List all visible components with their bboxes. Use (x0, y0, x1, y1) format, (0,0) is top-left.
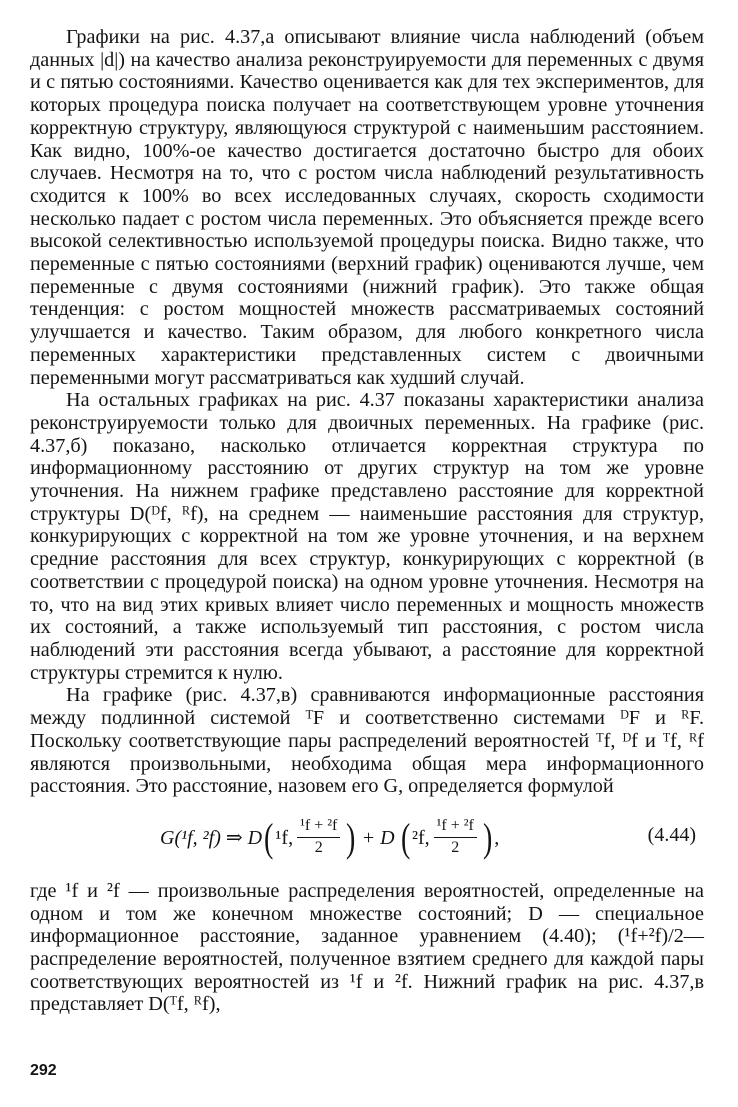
paragraph-after-formula: где ¹f и ²f — произвольные распределения вероятностей, определенные на одном и том же конечном множестве состояний; D — специальное информационное расстояние, заданное уравнением (4.40); (¹f+²f)/2—распределение вероятностей, полученное взятием среднего для каждой пары соответствующих вероятностей из ¹f и ²f. Нижний график на рис. 4.37,в представляет D(ᵀf, ᴿf), (30, 879, 704, 1016)
fraction-1-denominator: 2 (314, 839, 323, 857)
formula-body (160, 809, 499, 867)
formula-fraction-1 (297, 817, 340, 858)
formula-lhs: G(¹f, ²f) ⇒ D (160, 826, 263, 849)
paragraph-quality-analysis: Графики на рис. 4.37,а описывают влияние числа наблюдений (объем данных |d|) на качество анализа реконструируемости для переменных с двумя и с пятью состояниями. Качество оценивается как для тех экспериментов, для которых процедура поиска получает на соответствующем уровне уточнения корректную структуру, являющуюся структурой с наименьшим расстоянием. Как видно, 100%-ое качество достигается достаточно быстро для обоих случаев. Несмотря на то, что с ростом числа наблюдений результативность сходится к 100% во всех исследованных случаях, скорость сходимости несколько падает с ростом числа переменных. Это объясняется прежде всего высокой селективностью используемой процедуры поиска. Видно также, что переменные с пятью состояниями (верхний график) оцениваются лучше, чем переменные с двумя состояниями (нижний график). Это также общая тенденция: с ростом мощностей множеств рассматриваемых состояний улучшается и качество. Таким образом, для любого конкретного числа переменных характеристики представленных систем с двоичными переменными могут рассматриваться как худший случай. (30, 26, 704, 389)
left-paren-2: ( (400, 814, 410, 860)
fraction-2-denominator: 2 (451, 839, 460, 857)
formula-4-44 (30, 805, 704, 875)
formula-plus-d: + D (361, 826, 395, 849)
page-number: 292 (30, 1062, 57, 1079)
paragraph-distance-comparison: На графике (рис. 4.37,в) сравниваются информационные расстояния между подлинной системой ᵀF и соответственно системами ᴰF и ᴿF. Поскольку соответствующие пары распределений вероятностей ᵀf, ᴰf и ᵀf, ᴿf являются произвольными, необходима общая мера информационного расстояния. Это расстояние, назовем его G, определяется формулой (30, 684, 704, 798)
fraction-1-numerator: ¹f + ²f (297, 817, 340, 838)
equation-number: (4.44) (647, 823, 696, 846)
formula-tail: , (494, 826, 500, 849)
fraction-2-numerator: ¹f + ²f (434, 817, 477, 838)
right-paren-2: ) (482, 814, 493, 860)
formula-fraction-2 (434, 817, 477, 858)
document-page (30, 26, 704, 1016)
right-paren-1: ) (346, 814, 356, 860)
paragraph-remaining-graphs: На остальных графиках на рис. 4.37 показаны характеристики анализа реконструируемости только для двоичных переменных. На графике (рис. 4.37,б) показано, насколько отличается корректная структура по информационному расстоянию от других структур на том же уровне уточнения. На нижнем графике представлено расстояние для корректной структуры D(ᴰf, ᴿf), на среднем — наименьшие расстояния для структур, конкурирующих с корректной на том же уровне уточнения, и на верхнем средние расстояния для всех структур, конкурирующих с корректной (в соответствии с процедурой поиска) на одном уровне уточнения. Несмотря на то, что на вид этих кривых влияет число переменных и мощность множеств их состояний, а также используемый тип расстояния, с ростом числа наблюдений эти расстояния всегда убывают, а расстояние для корректной структуры стремится к нулю. (30, 389, 704, 684)
left-paren-1: ( (264, 814, 274, 860)
formula-term1-arg: ¹f, (275, 826, 294, 849)
formula-term2-arg: ²f, (411, 826, 430, 849)
